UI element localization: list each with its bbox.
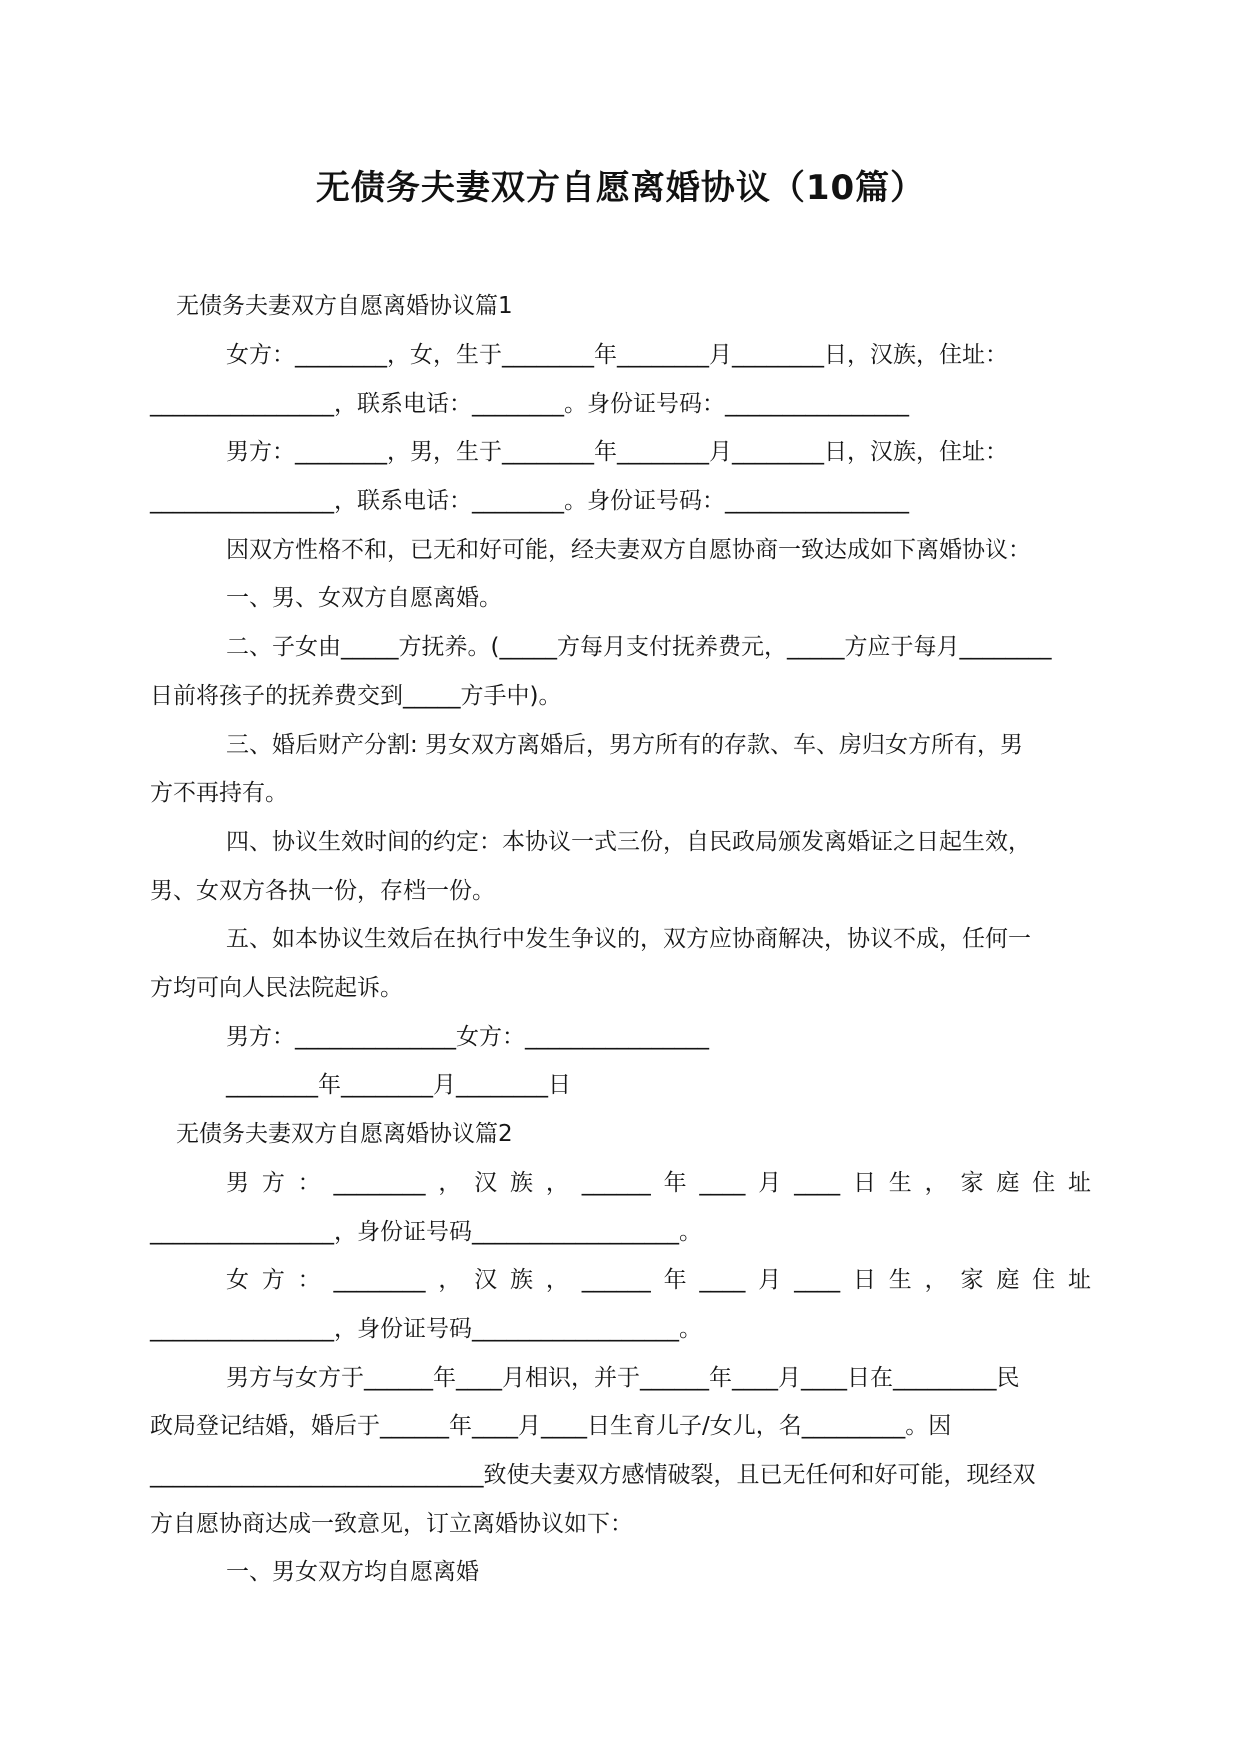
paragraph-line: _____________________________致使夫妻双方感情破裂，且已无任何和好可能，现经双: [150, 1462, 1036, 1488]
paragraph-line: 男方：________，汉族，______年____月____日生，家庭住址: [226, 1170, 1091, 1196]
paragraph-line: 方自愿协商达成一致意见，订立离婚协议如下：: [150, 1511, 633, 1537]
paragraph-line: 一、男女双方均自愿离婚: [226, 1559, 479, 1585]
section-heading: 无债务夫妻双方自愿离婚协议篇1: [176, 293, 513, 319]
paragraph-line: 五、如本协议生效后在执行中发生争议的，双方应协商解决，协议不成，任何一: [226, 926, 1031, 952]
paragraph-line: 女方：________，汉族，______年____月____日生，家庭住址: [226, 1267, 1091, 1293]
paragraph-line: 二、子女由_____方抚养。(_____方每月支付抚养费元，_____方应于每月________: [226, 634, 1052, 660]
paragraph-line: 政局登记结婚，婚后于______年____月____日生育儿子/女儿，名_________。因: [150, 1413, 952, 1439]
paragraph-line: 男、女双方各执一份，存档一份。: [150, 878, 495, 904]
paragraph-line: 男方：______________女方：________________: [226, 1024, 709, 1050]
paragraph-line: 因双方性格不和，已无和好可能，经夫妻双方自愿协商一致达成如下离婚协议：: [226, 537, 1031, 563]
paragraph-line: 方不再持有。: [150, 780, 288, 806]
document-title: 无债务夫妻双方自愿离婚协议（10篇）: [315, 168, 926, 208]
paragraph-line: 一、男、女双方自愿离婚。: [226, 585, 502, 611]
paragraph-line: 方均可向人民法院起诉。: [150, 975, 403, 1001]
paragraph-line: 四、协议生效时间的约定：本协议一式三份，自民政局颁发离婚证之日起生效，: [226, 829, 1031, 855]
paragraph-line: 女方：________，女，生于________年________月________日，汉族，住址：: [226, 342, 1008, 368]
paragraph-line: ________________，身份证号码__________________。: [150, 1219, 702, 1245]
paragraph-line: 男方：________，男，生于________年________月________日，汉族，住址：: [226, 439, 1008, 465]
paragraph-line: ________年________月________日: [226, 1072, 571, 1098]
paragraph-line: ________________，联系电话：________。身份证号码：________________: [150, 488, 909, 514]
paragraph-line: ________________，身份证号码__________________。: [150, 1316, 702, 1342]
paragraph-line: ________________，联系电话：________。身份证号码：________________: [150, 391, 909, 417]
paragraph-line: 三、婚后财产分割: 男女双方离婚后，男方所有的存款、车、房归女方所有，男: [226, 732, 1024, 758]
paragraph-line: 男方与女方于______年____月相识，并于______年____月____日在_________民: [226, 1365, 1020, 1391]
section-heading: 无债务夫妻双方自愿离婚协议篇2: [176, 1121, 513, 1147]
paragraph-line: 日前将孩子的抚养费交到_____方手中)。: [150, 683, 562, 709]
